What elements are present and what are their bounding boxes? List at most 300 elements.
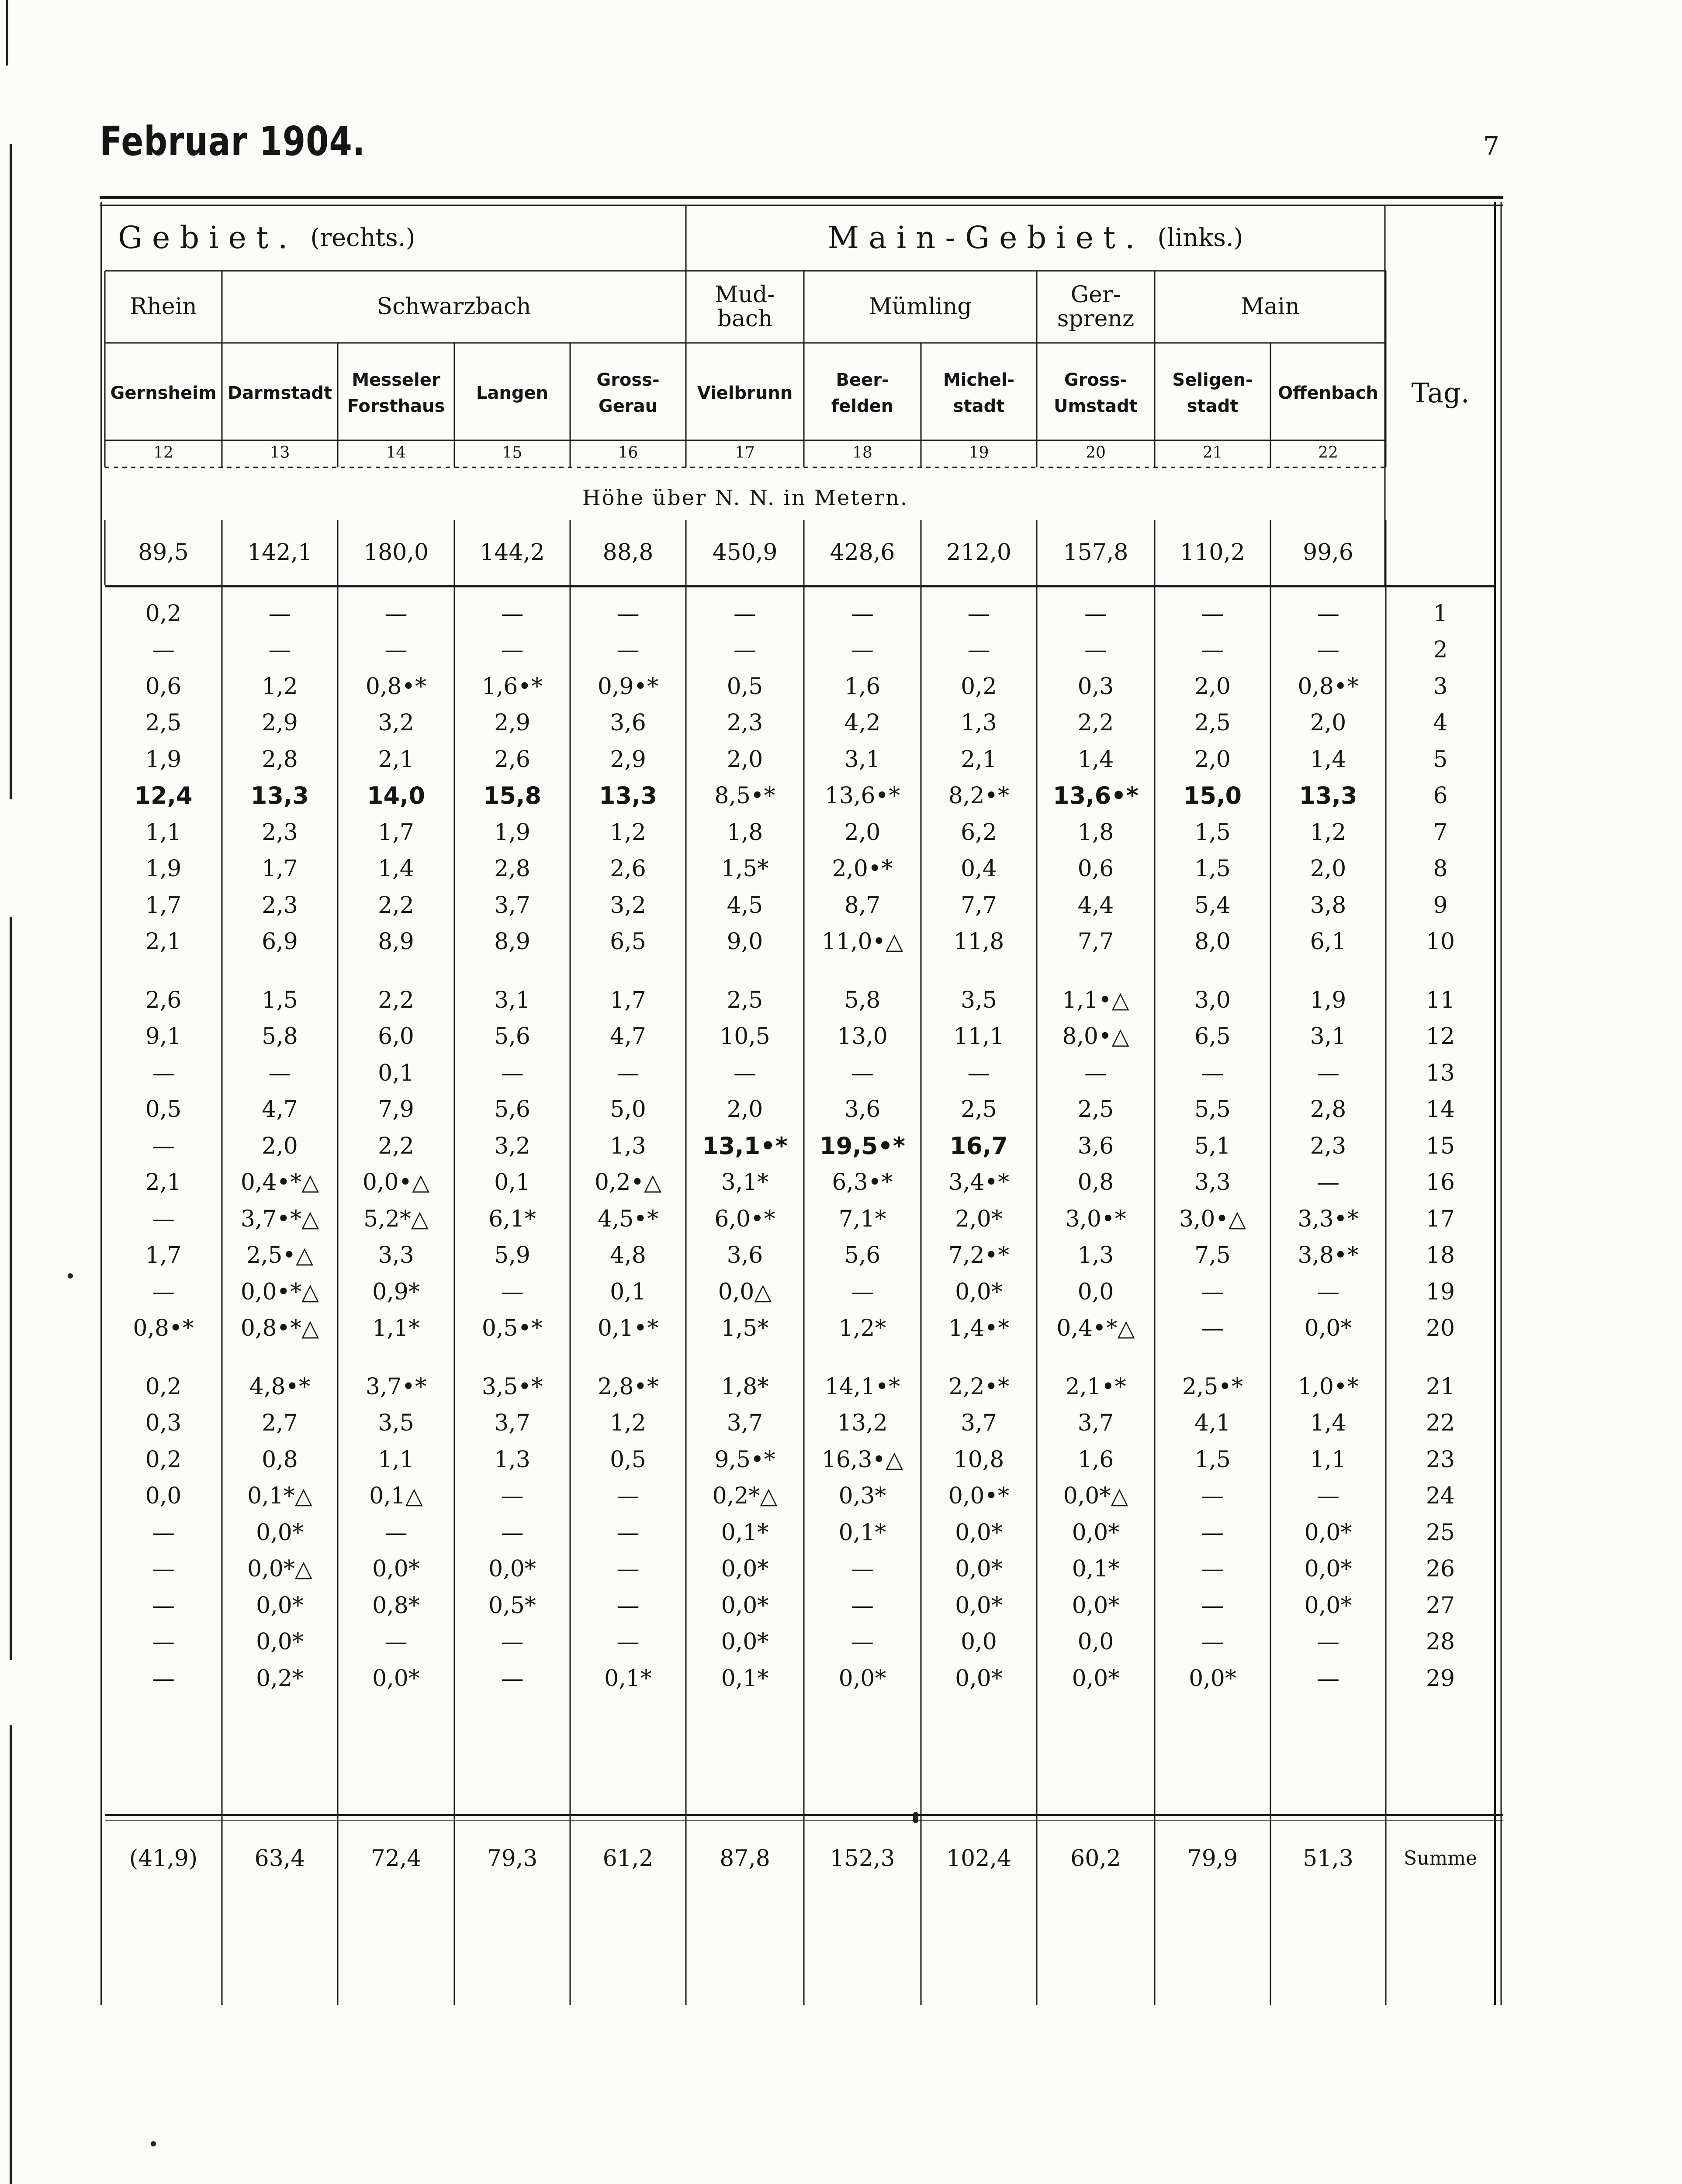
table-cell: 2,1 bbox=[378, 746, 414, 773]
table-cell: 1,7 bbox=[610, 987, 646, 1013]
table-cell: 2,0 bbox=[1310, 710, 1346, 736]
table-cell: 0,0•*△ bbox=[240, 1279, 319, 1305]
table-cell: 9,5•* bbox=[714, 1446, 775, 1473]
table-cell: 1,5 bbox=[1194, 1446, 1231, 1473]
table-cell: 0,8•*△ bbox=[240, 1315, 319, 1342]
table-cell: 7,5 bbox=[1194, 1242, 1231, 1269]
table-cell: 2,5 bbox=[145, 710, 182, 736]
table-cell: 1,9 bbox=[494, 819, 530, 846]
table-cell: — bbox=[1317, 1279, 1339, 1305]
table-cell: — bbox=[1201, 1629, 1224, 1655]
table-cell: 0,0* bbox=[372, 1665, 420, 1692]
table-cell: 0,5 bbox=[610, 1446, 646, 1473]
station-name-19: Michel- stadt bbox=[943, 370, 1015, 416]
table-cell: 13,3 bbox=[250, 782, 309, 810]
table-cell: 15,8 bbox=[483, 782, 542, 810]
table-cell: 3,7 bbox=[961, 1410, 997, 1437]
station-altitude: 144,2 bbox=[480, 539, 545, 566]
table-cell: 0,5 bbox=[727, 673, 763, 700]
table-cell: 6,5 bbox=[610, 929, 646, 955]
day-number: 5 bbox=[1433, 746, 1448, 773]
table-cell: 1,2 bbox=[610, 1410, 646, 1437]
table-cell: — bbox=[616, 1592, 640, 1619]
table-cell: — bbox=[152, 1592, 175, 1619]
table-cell: — bbox=[851, 1060, 874, 1086]
table-cell: 2,5 bbox=[1194, 710, 1231, 736]
table-cell: 0,1 bbox=[610, 1279, 646, 1305]
table-cell: 1,6 bbox=[1077, 1446, 1114, 1473]
station-altitude: 428,6 bbox=[830, 539, 895, 566]
river-header-2: Mud- bach bbox=[715, 281, 775, 332]
table-cell: — bbox=[616, 1483, 640, 1510]
table-cell: 19,5•* bbox=[820, 1132, 905, 1160]
table-cell: 0,2 bbox=[145, 1373, 182, 1400]
table-cell: 4,7 bbox=[610, 1023, 646, 1050]
table-cell: 3,5 bbox=[378, 1410, 414, 1437]
table-cell: 4,5 bbox=[727, 892, 763, 919]
table-cell: 13,1•* bbox=[702, 1132, 788, 1160]
table-cell: — bbox=[501, 1060, 524, 1086]
station-name-13: Darmstadt bbox=[227, 383, 332, 403]
table-cell: 11,8 bbox=[953, 929, 1004, 955]
table-cell: 11,1 bbox=[953, 1023, 1004, 1050]
table-cell: 0,0* bbox=[1072, 1519, 1120, 1546]
sum-cell: 87,8 bbox=[720, 1845, 770, 1872]
table-cell: 0,0*△ bbox=[247, 1556, 312, 1583]
table-cell: — bbox=[734, 1060, 756, 1086]
station-name-16: Gross- Gerau bbox=[596, 370, 660, 416]
station-number: 15 bbox=[502, 444, 523, 462]
table-cell: 0,2 bbox=[145, 600, 182, 627]
table-cell: 13,0 bbox=[837, 1023, 888, 1050]
table-cell: 1,1 bbox=[1310, 1446, 1346, 1473]
table-cell: 4,1 bbox=[1194, 1410, 1231, 1437]
table-cell: 4,8•* bbox=[249, 1373, 311, 1400]
table-cell: 4,7 bbox=[262, 1096, 298, 1123]
table-cell: 2,6 bbox=[145, 987, 182, 1013]
table-cell: 0,0* bbox=[955, 1556, 1003, 1583]
table-cell: — bbox=[734, 637, 756, 663]
table-cell: 2,0* bbox=[955, 1206, 1003, 1232]
day-number: 10 bbox=[1426, 929, 1455, 955]
table-cell: 0,8 bbox=[1077, 1169, 1114, 1196]
table-cell: 1,4 bbox=[1310, 746, 1346, 773]
table-cell: 0,3 bbox=[1077, 673, 1114, 700]
station-name-12: Gernsheim bbox=[110, 383, 217, 403]
sum-cell: 152,3 bbox=[830, 1845, 895, 1872]
table-cell: 5,2*△ bbox=[363, 1206, 429, 1232]
table-cell: 3,3 bbox=[1194, 1169, 1231, 1196]
sum-label: Summe bbox=[1404, 1847, 1477, 1870]
table-cell: 6,0•* bbox=[714, 1206, 775, 1232]
table-cell: 3,8 bbox=[1310, 892, 1346, 919]
table-cell: — bbox=[152, 1206, 175, 1232]
station-name-18: Beer- felden bbox=[831, 370, 894, 416]
day-number: 9 bbox=[1433, 892, 1448, 919]
day-number: 28 bbox=[1426, 1629, 1455, 1655]
table-cell: 9,0 bbox=[727, 929, 763, 955]
table-cell: — bbox=[616, 1519, 640, 1546]
table-cell: 6,1 bbox=[1310, 929, 1346, 955]
table-cell: 2,9 bbox=[262, 710, 298, 736]
table-cell: 1,3 bbox=[610, 1133, 646, 1159]
table-cell: 0,0* bbox=[721, 1629, 769, 1655]
table-cell: — bbox=[1084, 637, 1107, 663]
table-cell: 0,5* bbox=[488, 1592, 536, 1619]
table-cell: 7,2•* bbox=[948, 1242, 1010, 1269]
table-cell: — bbox=[967, 1060, 990, 1086]
table-cell: 2,0 bbox=[262, 1133, 298, 1159]
station-altitude: 89,5 bbox=[138, 539, 189, 566]
table-cell: 1,8* bbox=[721, 1373, 769, 1400]
table-cell: 1,2 bbox=[610, 819, 646, 846]
station-altitude: 450,9 bbox=[712, 539, 778, 566]
table-cell: 7,1* bbox=[838, 1206, 886, 1232]
region-left-subtitle: (rechts.) bbox=[310, 223, 415, 252]
table-cell: 0,4 bbox=[961, 856, 997, 882]
table-cell: 12,4 bbox=[134, 782, 193, 810]
table-cell: — bbox=[616, 1629, 640, 1655]
table-cell: — bbox=[501, 600, 524, 627]
table-cell: 2,0 bbox=[727, 1096, 763, 1123]
station-number: 13 bbox=[270, 444, 290, 462]
table-cell: 0,0* bbox=[1304, 1592, 1352, 1619]
table-cell: 3,3•* bbox=[1298, 1206, 1359, 1232]
sum-cell: 79,9 bbox=[1187, 1845, 1238, 1872]
table-cell: 2,2 bbox=[1077, 710, 1114, 736]
table-cell: — bbox=[1201, 1315, 1224, 1342]
table-cell: 0,8•* bbox=[1298, 673, 1359, 700]
table-cell: 6,2 bbox=[961, 819, 997, 846]
table-cell: — bbox=[1317, 1665, 1339, 1692]
table-cell: 0,1* bbox=[838, 1519, 886, 1546]
region-left-title: Gebiet. bbox=[118, 220, 298, 256]
table-cell: — bbox=[501, 1665, 524, 1692]
table-cell: 15,0 bbox=[1183, 782, 1242, 810]
table-cell: 14,0 bbox=[367, 782, 426, 810]
table-cell: 8,9 bbox=[494, 929, 530, 955]
table-cell: 0,5•* bbox=[481, 1315, 543, 1342]
tag-header: Tag. bbox=[1411, 377, 1470, 409]
table-cell: 2,1 bbox=[145, 1169, 182, 1196]
table-cell: 2,3 bbox=[727, 710, 763, 736]
sum-cell: 72,4 bbox=[370, 1845, 422, 1872]
table-cell: 1,6 bbox=[844, 673, 881, 700]
table-cell: 0,1* bbox=[721, 1519, 769, 1546]
table-cell: 10,5 bbox=[720, 1023, 770, 1050]
table-cell: 1,0•* bbox=[1298, 1373, 1359, 1400]
table-cell: 9,1 bbox=[145, 1023, 182, 1050]
table-cell: 3,1* bbox=[721, 1169, 769, 1196]
table-cell: 6,1* bbox=[488, 1206, 536, 1232]
table-cell: 0,4•*△ bbox=[240, 1169, 319, 1196]
table-cell: 5,8 bbox=[844, 987, 881, 1013]
table-cell: 6,9 bbox=[262, 929, 298, 955]
table-cell: 1,8 bbox=[727, 819, 763, 846]
table-cell: 1,7 bbox=[145, 1242, 182, 1269]
table-cell: 5,8 bbox=[262, 1023, 298, 1050]
page-number: 7 bbox=[1483, 131, 1499, 161]
table-cell: 0,0* bbox=[1072, 1592, 1120, 1619]
table-cell: 3,3 bbox=[378, 1242, 414, 1269]
table-cell: 1,7 bbox=[378, 819, 414, 846]
table-cell: — bbox=[1201, 1556, 1224, 1583]
table-cell: — bbox=[501, 1279, 524, 1305]
station-name-14: Messeler Forsthaus bbox=[347, 370, 445, 416]
table-cell: — bbox=[384, 1519, 408, 1546]
table-cell: — bbox=[1201, 1279, 1224, 1305]
table-cell: 1,5 bbox=[1194, 819, 1231, 846]
river-header-5: Main bbox=[1241, 294, 1300, 320]
day-number: 13 bbox=[1426, 1060, 1455, 1086]
table-cell: 0,0* bbox=[1189, 1665, 1236, 1692]
table-cell: 8,2•* bbox=[948, 783, 1010, 809]
table-cell: 1,1* bbox=[372, 1315, 420, 1342]
table-cell: — bbox=[1201, 1060, 1224, 1086]
table-cell: 8,7 bbox=[844, 892, 881, 919]
table-cell: 2,5•△ bbox=[246, 1242, 314, 1269]
altitude-caption: Höhe über N. N. in Metern. bbox=[582, 485, 909, 510]
table-cell: 2,8 bbox=[262, 746, 298, 773]
day-number: 22 bbox=[1426, 1410, 1455, 1437]
table-cell: — bbox=[851, 600, 874, 627]
table-cell: 2,3 bbox=[262, 819, 298, 846]
table-cell: 0,0* bbox=[1304, 1556, 1352, 1583]
table-cell: 2,1 bbox=[961, 746, 997, 773]
table-cell: 2,3 bbox=[1310, 1133, 1346, 1159]
table-cell: 1,3 bbox=[494, 1446, 530, 1473]
river-header-0: Rhein bbox=[130, 294, 197, 320]
table-cell: 5,9 bbox=[494, 1242, 530, 1269]
day-number: 19 bbox=[1426, 1279, 1455, 1305]
day-number: 7 bbox=[1433, 819, 1448, 846]
table-cell: 3,8•* bbox=[1298, 1242, 1359, 1269]
table-cell: 2,6 bbox=[610, 856, 646, 882]
table-cell: 0,0△ bbox=[718, 1279, 772, 1305]
table-cell: 3,1 bbox=[1310, 1023, 1346, 1050]
table-cell: 3,2 bbox=[378, 710, 414, 736]
table-cell: 0,0•△ bbox=[362, 1169, 430, 1196]
table-cell: 0,8* bbox=[372, 1592, 420, 1619]
table-cell: 1,3 bbox=[1077, 1242, 1114, 1269]
station-number: 18 bbox=[852, 444, 872, 462]
station-number: 14 bbox=[386, 444, 406, 462]
table-cell: — bbox=[734, 600, 756, 627]
table-cell: 1,8 bbox=[1077, 819, 1114, 846]
table-cell: — bbox=[152, 1060, 175, 1086]
table-cell: 13,6•* bbox=[1053, 782, 1139, 810]
table-cell: 0,0* bbox=[372, 1556, 420, 1583]
table-cell: 0,1•* bbox=[597, 1315, 659, 1342]
station-number: 20 bbox=[1086, 444, 1106, 462]
table-cell: — bbox=[1201, 1592, 1224, 1619]
table-cell: 0,2*△ bbox=[712, 1483, 778, 1510]
table-cell: 0,6 bbox=[145, 673, 182, 700]
station-number: 16 bbox=[618, 444, 638, 462]
day-number: 20 bbox=[1426, 1315, 1455, 1342]
table-cell: — bbox=[967, 637, 990, 663]
table-cell: 1,4 bbox=[1077, 746, 1114, 773]
table-cell: 2,2 bbox=[378, 1133, 414, 1159]
table-cell: 11,0•△ bbox=[821, 929, 903, 955]
table-cell: 0,0* bbox=[256, 1592, 304, 1619]
table-cell: 8,0•△ bbox=[1062, 1023, 1129, 1050]
table-cell: 0,0* bbox=[1072, 1665, 1120, 1692]
table-cell: — bbox=[1084, 600, 1107, 627]
station-number: 12 bbox=[153, 444, 173, 462]
sum-cell: 63,4 bbox=[254, 1845, 305, 1872]
table-cell: 1,9 bbox=[145, 856, 182, 882]
table-cell: 0,0 bbox=[145, 1483, 182, 1510]
table-cell: 5,1 bbox=[1194, 1133, 1231, 1159]
table-cell: — bbox=[851, 1592, 874, 1619]
table-cell: 0,0* bbox=[955, 1592, 1003, 1619]
table-cell: — bbox=[851, 637, 874, 663]
river-header-1: Schwarzbach bbox=[377, 294, 531, 320]
day-number: 16 bbox=[1426, 1169, 1455, 1196]
table-cell: 2,8 bbox=[494, 856, 530, 882]
table-cell: 3,0 bbox=[1194, 987, 1231, 1013]
table-cell: — bbox=[1317, 600, 1339, 627]
table-cell: — bbox=[152, 1279, 175, 1305]
station-name-15: Langen bbox=[476, 383, 549, 403]
table-cell: 3,2 bbox=[494, 1133, 530, 1159]
table-cell: 0,0*△ bbox=[1063, 1483, 1128, 1510]
table-cell: — bbox=[268, 637, 291, 663]
table-cell: 0,3* bbox=[838, 1483, 886, 1510]
table-cell: 1,2 bbox=[262, 673, 298, 700]
table-cell: 2,0 bbox=[727, 746, 763, 773]
table-cell: 3,1 bbox=[494, 987, 530, 1013]
table-cell: 6,5 bbox=[1194, 1023, 1231, 1050]
table-cell: 3,7 bbox=[494, 1410, 530, 1437]
table-cell: 2,8•* bbox=[597, 1373, 659, 1400]
day-number: 3 bbox=[1433, 673, 1448, 700]
table-cell: 2,1•* bbox=[1065, 1373, 1126, 1400]
day-number: 18 bbox=[1426, 1242, 1455, 1269]
table-cell: 3,7•*△ bbox=[240, 1206, 319, 1232]
table-cell: 0,1*△ bbox=[247, 1483, 312, 1510]
table-cell: 1,7 bbox=[145, 892, 182, 919]
table-cell: — bbox=[1317, 637, 1339, 663]
table-cell: 3,7 bbox=[727, 1410, 763, 1437]
table-cell: 1,4•* bbox=[948, 1315, 1010, 1342]
sum-cell: 79,3 bbox=[487, 1845, 538, 1872]
station-altitude: 99,6 bbox=[1303, 539, 1353, 566]
table-cell: 0,8•* bbox=[133, 1315, 194, 1342]
table-cell: 2,5 bbox=[961, 1096, 997, 1123]
table-cell: 0,0* bbox=[838, 1665, 886, 1692]
day-number: 4 bbox=[1433, 710, 1448, 736]
table-cell: 0,2 bbox=[145, 1446, 182, 1473]
table-cell: 0,0* bbox=[955, 1665, 1003, 1692]
table-cell: 3,2 bbox=[610, 892, 646, 919]
table-cell: 5,6 bbox=[494, 1096, 530, 1123]
table-cell: 2,2•* bbox=[948, 1373, 1010, 1400]
table-cell: 1,2 bbox=[1310, 819, 1346, 846]
table-cell: 2,9 bbox=[610, 746, 646, 773]
table-cell: 3,6 bbox=[844, 1096, 881, 1123]
table-cell: 0,0 bbox=[1077, 1279, 1114, 1305]
table-cell: 1,3 bbox=[961, 710, 997, 736]
table-cell: 0,8•* bbox=[365, 673, 427, 700]
table-cell: 0,0* bbox=[721, 1556, 769, 1583]
day-number: 23 bbox=[1426, 1446, 1455, 1473]
table-cell: 2,5•* bbox=[1182, 1373, 1243, 1400]
table-cell: 1,5 bbox=[262, 987, 298, 1013]
sum-cell: 102,4 bbox=[946, 1845, 1011, 1872]
table-cell: 0,1* bbox=[1072, 1556, 1120, 1583]
page-title: Februar 1904. bbox=[100, 118, 366, 165]
station-number: 17 bbox=[735, 444, 755, 462]
day-number: 11 bbox=[1426, 987, 1455, 1013]
table-cell: 1,1•△ bbox=[1062, 987, 1129, 1013]
table-cell: 0,6 bbox=[1077, 856, 1114, 882]
table-cell: — bbox=[501, 1629, 524, 1655]
table-cell: 0,0•* bbox=[948, 1483, 1010, 1510]
table-cell: — bbox=[616, 600, 640, 627]
table-cell: 0,2•△ bbox=[594, 1169, 662, 1196]
day-number: 26 bbox=[1426, 1556, 1455, 1583]
table-cell: 0,0* bbox=[1304, 1519, 1352, 1546]
table-cell: 0,3 bbox=[145, 1410, 182, 1437]
table-cell: 2,0 bbox=[1310, 856, 1346, 882]
table-cell: 2,0 bbox=[844, 819, 881, 846]
table-cell: 0,1 bbox=[494, 1169, 530, 1196]
river-header-4: Ger- sprenz bbox=[1057, 281, 1135, 332]
table-cell: 1,2* bbox=[838, 1315, 886, 1342]
table-cell: 3,6 bbox=[610, 710, 646, 736]
table-cell: — bbox=[384, 1629, 408, 1655]
station-name-22: Offenbach bbox=[1278, 383, 1378, 403]
table-cell: 5,0 bbox=[610, 1096, 646, 1123]
table-cell: 5,5 bbox=[1194, 1096, 1231, 1123]
table-cell: — bbox=[152, 1629, 175, 1655]
table-cell: 2,0•* bbox=[832, 856, 893, 882]
table-cell: 0,2* bbox=[256, 1665, 304, 1692]
day-number: 21 bbox=[1426, 1373, 1455, 1400]
table-cell: 6,3•* bbox=[832, 1169, 893, 1196]
table-cell: 4,4 bbox=[1077, 892, 1114, 919]
table-cell: 3,5•* bbox=[481, 1373, 543, 1400]
table-cell: — bbox=[268, 600, 291, 627]
table-cell: 8,5•* bbox=[714, 783, 775, 809]
table-cell: — bbox=[1317, 1169, 1339, 1196]
day-number: 1 bbox=[1433, 600, 1448, 627]
day-number: 6 bbox=[1433, 783, 1448, 809]
station-altitude: 110,2 bbox=[1180, 539, 1245, 566]
table-cell: 1,5* bbox=[721, 1315, 769, 1342]
station-name-20: Gross- Umstadt bbox=[1054, 370, 1138, 416]
table-cell: 0,2 bbox=[961, 673, 997, 700]
table-cell: 1,4 bbox=[1310, 1410, 1346, 1437]
table-cell: 0,1 bbox=[378, 1060, 414, 1086]
table-cell: 13,2 bbox=[837, 1410, 888, 1437]
day-number: 2 bbox=[1433, 637, 1448, 663]
table-cell: 2,0 bbox=[1194, 746, 1231, 773]
table-cell: 0,9* bbox=[372, 1279, 420, 1305]
table-cell: — bbox=[1201, 637, 1224, 663]
day-number: 29 bbox=[1426, 1665, 1455, 1692]
table-cell: 13,3 bbox=[599, 782, 658, 810]
table-cell: 0,0* bbox=[256, 1629, 304, 1655]
region-left-header bbox=[105, 205, 699, 271]
table-cell: 14,1•* bbox=[824, 1373, 900, 1400]
table-cell: 2,6 bbox=[494, 746, 530, 773]
table-cell: — bbox=[152, 637, 175, 663]
table-cell: 4,5•* bbox=[597, 1206, 659, 1232]
table-cell: 0,8 bbox=[262, 1446, 298, 1473]
